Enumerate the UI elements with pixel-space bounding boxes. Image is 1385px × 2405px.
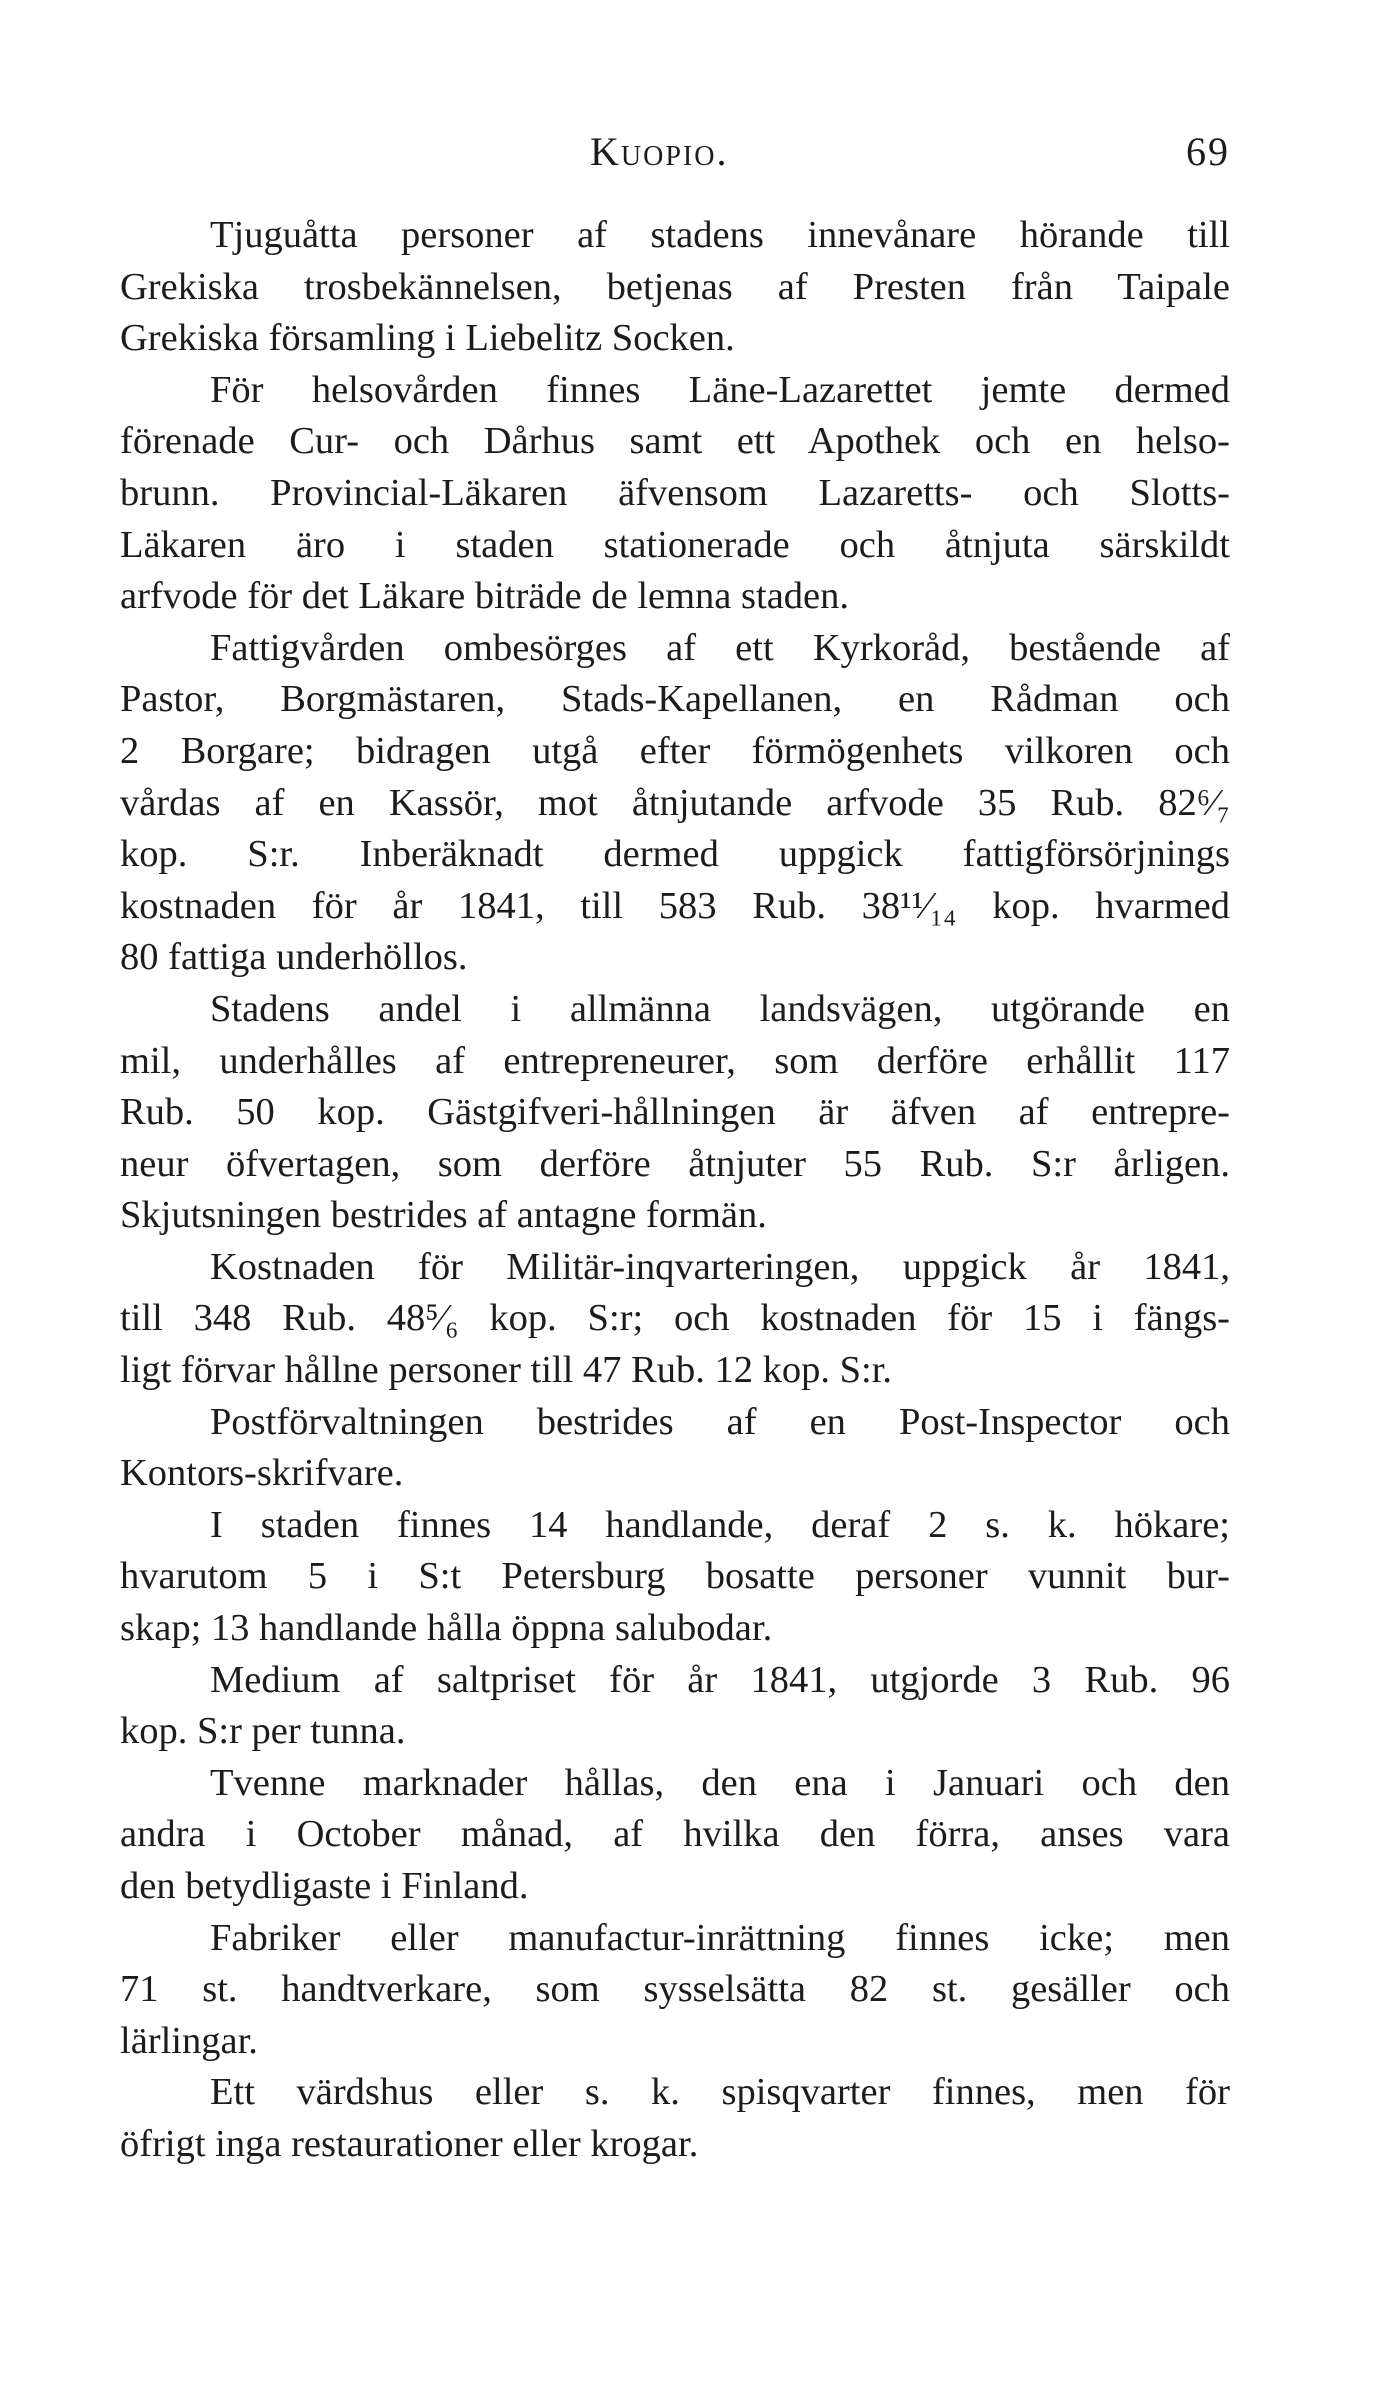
paragraph xyxy=(120,210,1230,365)
paragraph xyxy=(120,623,1230,984)
text-line: neur öfvertagen, som derföre åtnjuter 55 Rub. S:r årligen. xyxy=(120,1142,1230,1185)
text-line: Ett värdshus eller s. k. spisqvarter finnes, men för xyxy=(210,2071,1230,2114)
text-line: andra i October månad, af hvilka den förra, anses vara xyxy=(120,1813,1230,1856)
text-line: arfvode för det Läkare biträde de lemna staden. xyxy=(120,575,849,618)
paragraph xyxy=(120,984,1230,1242)
page-body xyxy=(120,210,1230,2171)
text-line: kop. S:r per tunna. xyxy=(120,1710,406,1753)
text-line: Grekiska församling i Liebelitz Socken. xyxy=(120,317,735,360)
text-line: skap; 13 handlande hålla öppna salubodar. xyxy=(120,1607,773,1650)
text-line: lärlingar. xyxy=(120,2019,258,2062)
text-line: Kontors-skrifvare. xyxy=(120,1452,404,1495)
paragraph xyxy=(120,365,1230,623)
text-line: Skjutsningen bestrides af antagne formän. xyxy=(120,1194,767,1237)
text-line: 2 Borgare; bidragen utgå efter förmögenhets vilkoren och xyxy=(120,729,1230,772)
page-number: 69 xyxy=(1186,129,1230,174)
paragraph xyxy=(120,1758,1230,1913)
text-line: Rub. 50 kop. Gästgifveri-hållningen är äfven af entrepre- xyxy=(120,1091,1230,1134)
text-line: I staden finnes 14 handlande, deraf 2 s. k. hökare; xyxy=(210,1503,1230,1546)
paragraph xyxy=(120,1397,1230,1500)
text-line: mil, underhålles af entrepreneurer, som derföre erhållit 117 xyxy=(120,1039,1230,1082)
text-line: öfrigt inga restaurationer eller krogar. xyxy=(120,2122,699,2165)
text-line: den betydligaste i Finland. xyxy=(120,1865,529,1907)
text-line: brunn. Provincial-Läkaren äfvensom Lazaretts- och Slotts- xyxy=(120,471,1230,514)
header-title: Kuopio. xyxy=(590,129,729,174)
text-line: hvarutom 5 i S:t Petersburg bosatte personer vunnit bur- xyxy=(120,1555,1230,1598)
paragraph xyxy=(120,1655,1230,1758)
text-line: Fabriker eller manufactur-inrättning finnes icke; men xyxy=(210,1916,1230,1959)
paragraph xyxy=(120,1913,1230,2068)
text-line: ligt förvar hållne personer till 47 Rub. 12 kop. S:r. xyxy=(120,1349,893,1392)
text-line: Tvenne marknader hållas, den ena i Januari och den xyxy=(210,1761,1230,1804)
text-line: Läkaren äro i staden stationerade och åtnjuta särskildt xyxy=(120,523,1230,566)
paragraph xyxy=(120,1500,1230,1655)
running-header xyxy=(120,128,1230,188)
text-line: Kostnaden för Militär-inqvarteringen, uppgick år 1841, xyxy=(210,1245,1230,1288)
paragraph xyxy=(120,2067,1230,2170)
paragraph xyxy=(120,1242,1230,1397)
text-line: förenade Cur- och Dårhus samt ett Apothek och en helso- xyxy=(120,420,1230,463)
text-line: Pastor, Borgmästaren, Stads-Kapellanen, en Rådman och xyxy=(120,678,1230,721)
text-line: till 348 Rub. 48⁵⁄₆ kop. S:r; och kostnaden för 15 i fängs- xyxy=(120,1297,1230,1340)
text-line: kop. S:r. Inberäknadt dermed uppgick fattigförsörjnings xyxy=(120,833,1230,876)
text-line: Grekiska trosbekännelsen, betjenas af Presten från Taipale xyxy=(120,265,1230,308)
text-line: Tjuguåtta personer af stadens innevånare hörande till xyxy=(210,214,1230,256)
text-line: kostnaden för år 1841, till 583 Rub. 38¹¹⁄₁₄ kop. hvarmed xyxy=(120,884,1230,927)
text-line: Postförvaltningen bestrides af en Post-Inspector och xyxy=(210,1400,1230,1443)
text-line: Fattigvården ombesörges af ett Kyrkoråd, bestående af xyxy=(210,626,1230,669)
text-line: vårdas af en Kassör, mot åtnjutande arfvode 35 Rub. 82⁶⁄₇ xyxy=(120,781,1230,824)
text-line: Medium af saltpriset för år 1841, utgjorde 3 Rub. 96 xyxy=(210,1658,1230,1701)
text-line: 80 fattiga underhöllos. xyxy=(120,936,468,979)
text-line: För helsovården finnes Läne-Lazarettet jemte dermed xyxy=(210,368,1230,411)
text-line: Stadens andel i allmänna landsvägen, utgörande en xyxy=(210,987,1230,1030)
text-line: 71 st. handtverkare, som sysselsätta 82 st. gesäller och xyxy=(120,1968,1230,2011)
